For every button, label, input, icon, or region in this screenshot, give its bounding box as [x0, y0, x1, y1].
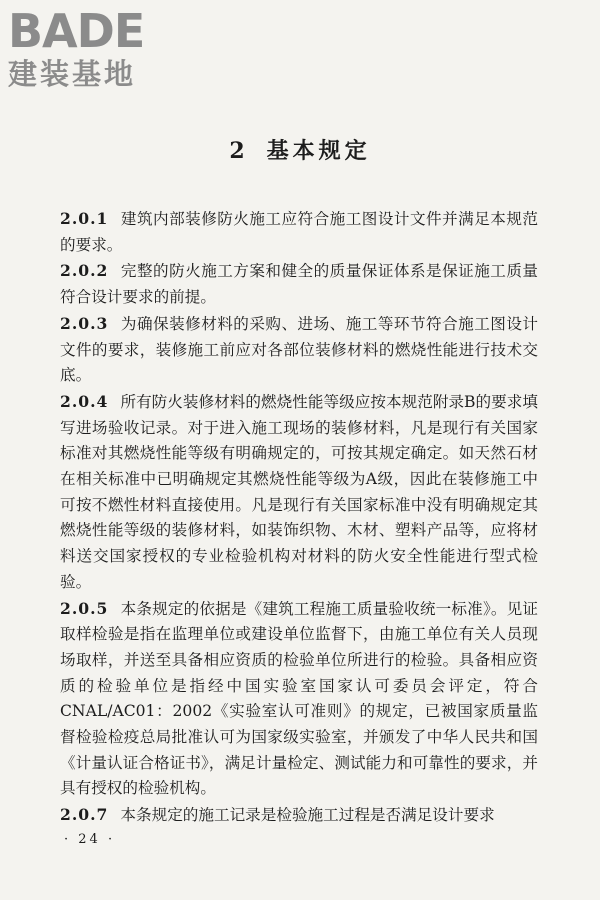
- clause-number: 2.0.2: [60, 261, 109, 281]
- clause-2-0-4: [60, 389, 538, 596]
- clause-2-0-3: [60, 311, 538, 389]
- clause-text: 完整的防火施工方案和健全的质量保证体系是保证施工质量符合设计要求的前提。: [60, 262, 538, 307]
- logo-subtitle: 建装基地: [8, 57, 137, 91]
- clause-text: 为确保装修材料的采购、进场、施工等环节符合施工图设计文件的要求，装修施工前应对各部位装修材料的燃烧性能进行技术交底。: [60, 314, 538, 385]
- chapter-heading: [0, 134, 600, 165]
- clause-number: 2.0.3: [60, 313, 109, 333]
- bade-logo: [8, 6, 178, 92]
- clause-2-0-5: [60, 596, 538, 803]
- clause-2-0-2: [60, 258, 538, 310]
- clause-list: [60, 206, 538, 829]
- clause-2-0-1: [60, 206, 538, 258]
- clause-number: 2.0.1: [60, 209, 109, 228]
- chapter-title: 基本规定: [266, 138, 371, 164]
- clause-text: 所有防火装修材料的燃烧性能等级应按本规范附录B的要求填写进场验收记录。对于进入施工现场的装修材料，凡是现行有关国家标准对其燃烧性能等级有明确规定的，可按其规定确定。如天然石材在相关标准中已明确规定其燃烧性能等级为A级，因此在装修施工中可按不燃性材料直接使用。凡是现行有关国家标准中没有明确规定其燃烧性能等级的装修材料，如装饰织物、木材、塑料产品等，应将材料送交国家授权的专业检验机构对材料的防火安全性能进行型式检验。: [60, 392, 538, 591]
- chapter-number: 2: [229, 138, 249, 164]
- clause-text: 本条规定的依据是《建筑工程施工质量验收统一标准》。见证取样检验是指在监理单位或建设单位监督下，由施工单位有关人员现场取样，并送至具备相应资质的检验单位所进行的检验。具备相应资质的检验单位是指经中国实验室国家认可委员会评定，符合CNAL/AC01：2002《实验室认可准则》的规定，已被国家质量监督检验检疫总局批准认可为国家级实验室，并颁发了中华人民共和国《计量认证合格证书》，满足计量检定、测试能力和可靠性的要求，并具有授权的检验机构。: [60, 599, 538, 798]
- clause-number: 2.0.7: [60, 805, 109, 825]
- clause-2-0-7: [60, 802, 538, 829]
- logo-wordmark: BADE: [8, 4, 145, 58]
- clause-number: 2.0.5: [60, 598, 109, 618]
- clause-number: 2.0.4: [60, 391, 109, 411]
- clause-text: 建筑内部装修防火施工应符合施工图设计文件并满足本规范的要求。: [60, 210, 538, 254]
- page-number: · 24 ·: [64, 832, 116, 847]
- clause-text: 本条规定的施工记录是检验施工过程是否满足设计要求: [120, 806, 495, 825]
